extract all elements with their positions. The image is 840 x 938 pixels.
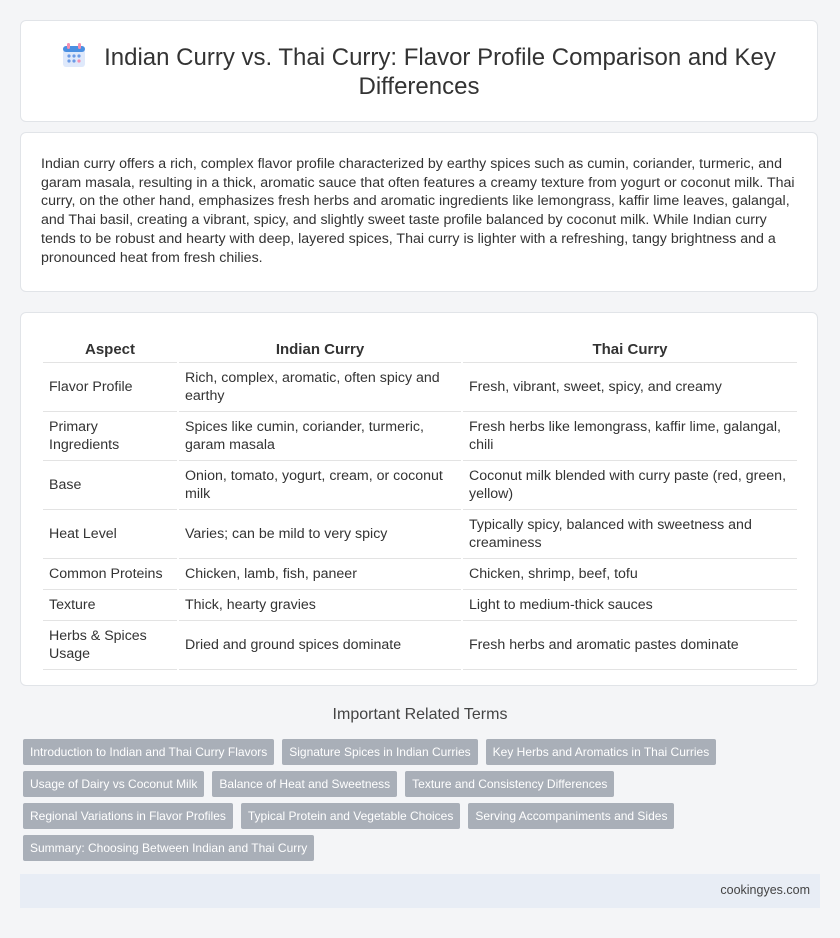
related-term-tag[interactable]: Key Herbs and Aromatics in Thai Curries xyxy=(486,739,717,765)
page-title-wrap xyxy=(61,43,777,101)
row-aspect: Heat Level xyxy=(43,510,177,559)
row-aspect: Primary Ingredients xyxy=(43,412,177,461)
row-aspect: Base xyxy=(43,461,177,510)
related-term-tag[interactable]: Regional Variations in Flavor Profiles xyxy=(23,803,233,829)
related-term-tag[interactable]: Summary: Choosing Between Indian and Thai Curry xyxy=(23,835,314,861)
related-term-tag[interactable]: Texture and Consistency Differences xyxy=(405,771,614,797)
table-row xyxy=(43,363,797,412)
row-thai: Coconut milk blended with curry paste (red, green, yellow) xyxy=(463,461,797,510)
footer xyxy=(20,874,820,908)
row-thai: Typically spicy, balanced with sweetness and creaminess xyxy=(463,510,797,559)
table-row xyxy=(43,412,797,461)
page-title: Indian Curry vs. Thai Curry: Flavor Profile Comparison and Key Differences xyxy=(104,44,776,100)
calendar-icon xyxy=(62,43,86,69)
title-card xyxy=(20,20,818,122)
intro-paragraph: Indian curry offers a rich, complex flavor profile characterized by earthy spices such as cumin, coriander, turmeric, and garam masala, resulting in a thick, aromatic sauce that often features a creamy texture from yogurt or coconut milk. Thai curry, on the other hand, emphasizes fresh herbs and aromatic ingredients like lemongrass, kaffir lime leaves, galangal, and Thai basil, creating a vibrant, spicy, and slightly sweet taste profile balanced by coconut milk. While Indian curry tends to be robust and hearty with deep, layered spices, Thai curry is lighter with a refreshing, tangy brightness and a pronounced heat from fresh chilies. xyxy=(41,156,795,266)
related-term-tag[interactable]: Typical Protein and Vegetable Choices xyxy=(241,803,460,829)
row-indian: Onion, tomato, yogurt, cream, or coconut milk xyxy=(179,461,461,510)
row-aspect: Texture xyxy=(43,590,177,621)
table-row xyxy=(43,461,797,510)
related-terms-title: Important Related Terms xyxy=(332,706,508,723)
related-term-tag[interactable]: Signature Spices in Indian Curries xyxy=(282,739,477,765)
row-thai: Chicken, shrimp, beef, tofu xyxy=(463,559,797,590)
table-header-row xyxy=(43,331,797,363)
row-thai: Light to medium-thick sauces xyxy=(463,590,797,621)
header-aspect: Aspect xyxy=(43,331,177,363)
header-indian-curry: Indian Curry xyxy=(179,331,461,363)
table-row xyxy=(43,590,797,621)
comparison-table xyxy=(41,331,799,670)
row-indian: Chicken, lamb, fish, paneer xyxy=(179,559,461,590)
table-row xyxy=(43,621,797,670)
related-terms-tags xyxy=(23,739,723,861)
comparison-table-card xyxy=(20,312,818,686)
footer-site-name[interactable]: cookingyes.com xyxy=(720,883,810,897)
intro-card xyxy=(20,132,818,292)
row-aspect: Common Proteins xyxy=(43,559,177,590)
row-indian: Varies; can be mild to very spicy xyxy=(179,510,461,559)
related-term-tag[interactable]: Introduction to Indian and Thai Curry Flavors xyxy=(23,739,274,765)
related-term-tag[interactable]: Usage of Dairy vs Coconut Milk xyxy=(23,771,204,797)
row-indian: Dried and ground spices dominate xyxy=(179,621,461,670)
row-aspect: Flavor Profile xyxy=(43,363,177,412)
row-indian: Spices like cumin, coriander, turmeric, garam masala xyxy=(179,412,461,461)
row-thai: Fresh, vibrant, sweet, spicy, and creamy xyxy=(463,363,797,412)
row-indian: Rich, complex, aromatic, often spicy and earthy xyxy=(179,363,461,412)
row-indian: Thick, hearty gravies xyxy=(179,590,461,621)
table-row xyxy=(43,510,797,559)
related-term-tag[interactable]: Serving Accompaniments and Sides xyxy=(468,803,674,829)
row-thai: Fresh herbs like lemongrass, kaffir lime, galangal, chili xyxy=(463,412,797,461)
row-aspect: Herbs & Spices Usage xyxy=(43,621,177,670)
table-row xyxy=(43,559,797,590)
related-term-tag[interactable]: Balance of Heat and Sweetness xyxy=(212,771,397,797)
header-thai-curry: Thai Curry xyxy=(463,331,797,363)
row-thai: Fresh herbs and aromatic pastes dominate xyxy=(463,621,797,670)
